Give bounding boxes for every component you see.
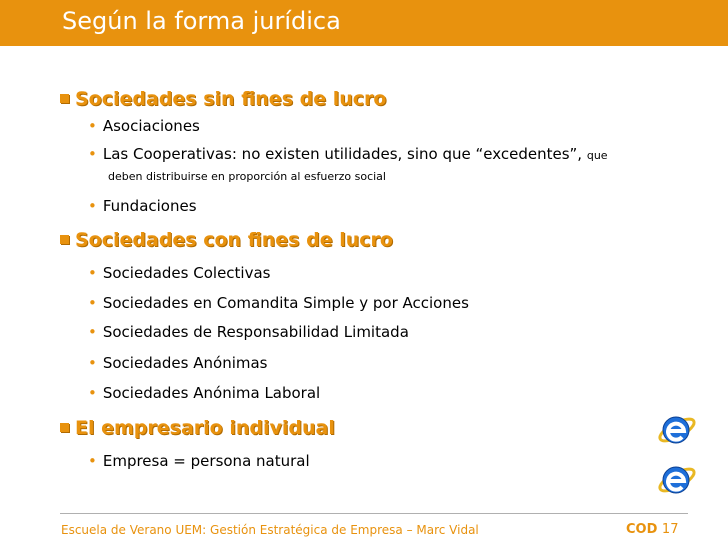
list-item: • Empresa = persona natural (88, 452, 310, 470)
bullet-icon: • (88, 294, 97, 312)
item-continuation-text: deben distribuirse en proporción al esfuerzo social (108, 170, 386, 183)
footer-code: COD 17 (626, 522, 679, 537)
square-bullet-icon (60, 235, 69, 244)
bullet-icon: • (88, 117, 97, 135)
list-item: • Asociaciones (88, 117, 200, 135)
footer-divider (60, 513, 688, 514)
bullet-icon: • (88, 354, 97, 372)
square-bullet-icon (60, 94, 69, 103)
bullet-icon: • (88, 264, 97, 282)
square-bullet-icon (60, 423, 69, 432)
list-item: • Sociedades Anónimas (88, 354, 268, 372)
list-item: • Las Cooperativas: no existen utilidades, sino que “excedentes”, que (88, 145, 608, 163)
slide-title: Según la forma jurídica (62, 7, 341, 35)
bullet-icon: • (88, 323, 97, 341)
item-tail-text: que (586, 149, 608, 162)
bullet-icon: • (88, 384, 97, 402)
list-item: • Sociedades Colectivas (88, 264, 271, 282)
bullet-icon: • (88, 145, 97, 163)
list-item: • Fundaciones (88, 197, 197, 215)
bullet-icon: • (88, 197, 97, 215)
footer (0, 513, 728, 546)
bullet-icon: • (88, 452, 97, 470)
section-heading-individual: El empresario individual (60, 417, 335, 439)
section-heading-forprofit: Sociedades con fines de lucro (60, 229, 393, 251)
list-item: • Sociedades Anónima Laboral (88, 384, 321, 402)
page-number: 17 (661, 522, 679, 537)
internet-explorer-icon[interactable] (656, 408, 698, 450)
list-item: • Sociedades en Comandita Simple y por Acciones (88, 294, 469, 312)
list-item: • Sociedades de Responsabilidad Limitada (88, 323, 409, 341)
internet-explorer-icon[interactable] (656, 458, 698, 500)
section-heading-nonprofit: Sociedades sin fines de lucro (60, 88, 386, 110)
footer-text: Escuela de Verano UEM: Gestión Estratégica de Empresa – Marc Vidal (61, 523, 479, 537)
